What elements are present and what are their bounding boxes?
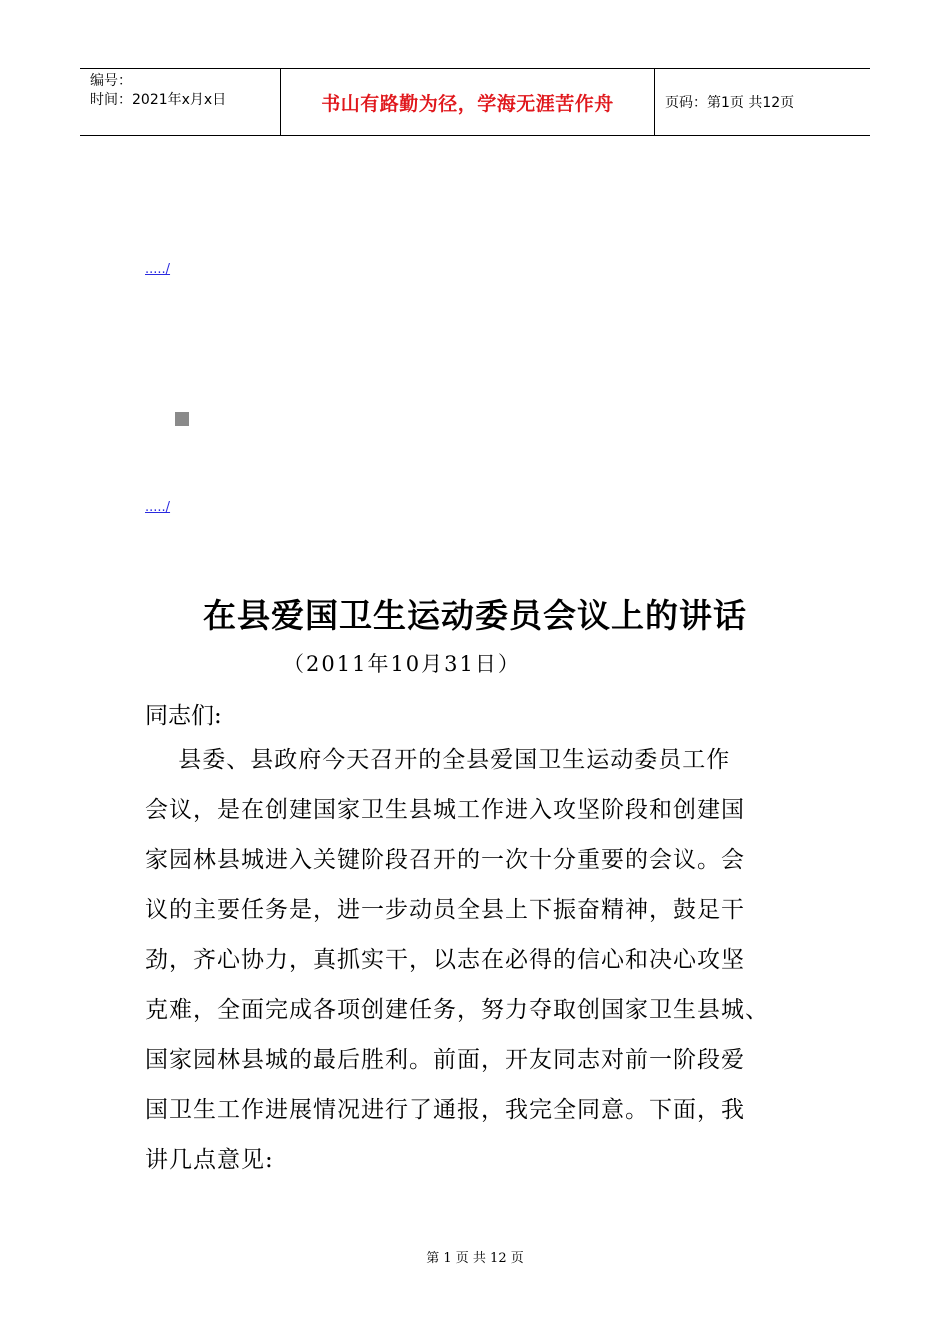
paragraph-line: 议的主要任务是，进一步动员全县上下振奋精神，鼓足干	[145, 897, 745, 923]
header-page-info: 页码：第1页 共12页	[665, 95, 795, 111]
salutation: 同志们:	[145, 703, 222, 729]
header-table	[80, 68, 870, 136]
paragraph-line: 家园林县城进入关键阶段召开的一次十分重要的会议。会	[145, 847, 745, 873]
body-paragraph	[145, 740, 805, 1190]
paragraph-line: 会议，是在创建国家卫生县城工作进入攻坚阶段和创建国	[145, 797, 745, 823]
paragraph-line: 劲，齐心协力，真抓实干，以志在必得的信心和决心攻坚	[145, 947, 745, 973]
square-bullet-icon	[175, 412, 189, 426]
document-title: 在县爱国卫生运动委员会议上的讲话	[203, 596, 747, 635]
time-label: 时间：2021年x月x日	[90, 92, 227, 108]
paragraph-line: 国家园林县城的最后胜利。前面，开友同志对前一阶段爱	[145, 1047, 745, 1073]
paragraph-line: 克难，全面完成各项创建任务，努力夺取创国家卫生县城、	[145, 997, 769, 1023]
serial-number-label: 编号：	[90, 73, 132, 89]
document-date: （2011年10月31日）	[283, 652, 521, 676]
paragraph-line: 县委、县政府今天召开的全县爱国卫生运动委员工作	[145, 747, 731, 773]
page-footer: 第 1 页 共 12 页	[426, 1251, 524, 1266]
ellipsis-link-2[interactable]: ...../	[145, 500, 171, 515]
ellipsis-link-1[interactable]: ...../	[145, 262, 171, 277]
paragraph-line: 讲几点意见:	[145, 1147, 274, 1173]
header-motto: 书山有路勤为径，学海无涯苦作舟	[281, 69, 655, 135]
paragraph-line: 国卫生工作进展情况进行了通报，我完全同意。下面，我	[145, 1097, 745, 1123]
header-meta-cell	[80, 69, 281, 135]
